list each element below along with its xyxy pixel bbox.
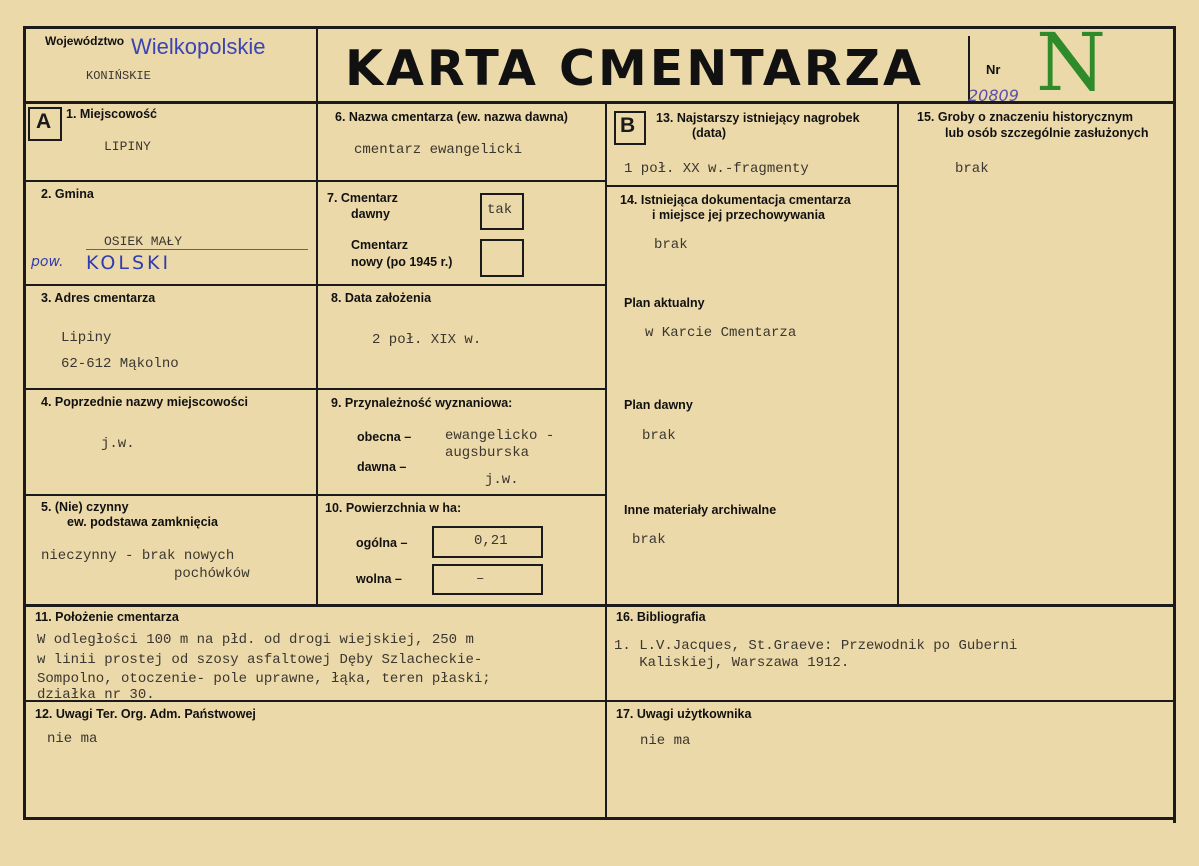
f4-value: j.w. (101, 436, 135, 452)
plan-dawny-label: Plan dawny (624, 398, 693, 412)
f9-obecna-1: ewangelicko - (445, 428, 555, 444)
f16-line-1: 1. L.V.Jacques, St.Graeve: Przewodnik po Guberni (614, 638, 1018, 654)
plan-aktualny-label: Plan aktualny (624, 296, 705, 310)
f2-hand: KOLSKI (86, 252, 172, 274)
f9-obecna-label: obecna – (357, 430, 412, 444)
f11-line-3: Sompolno, otoczenie- pole uprawne, łąka, teren płaski; (37, 671, 491, 687)
f12-label: 12. Uwagi Ter. Org. Adm. Państwowej (35, 707, 256, 721)
mid-row-3 (316, 388, 606, 390)
f14-label-2: i miejsce jej przechowywania (652, 208, 825, 222)
wojewodztwo-stamp: Wielkopolskie (131, 34, 266, 59)
f5-value-1: nieczynny - brak nowych (41, 548, 235, 564)
left-row-3 (23, 388, 317, 390)
f9-label: 9. Przynależność wyznaniowa: (331, 396, 513, 410)
col-divider-mid (605, 101, 607, 819)
f12-value: nie ma (47, 731, 98, 747)
f11-line-4: działka nr 30. (37, 688, 155, 700)
f15-label-2: lub osób szczególnie zasłużonych (945, 126, 1149, 140)
inne-value: brak (632, 532, 666, 548)
f9-dawna: j.w. (485, 472, 519, 488)
f8-label: 8. Data założenia (331, 291, 432, 305)
f17-label: 17. Uwagi użytkownika (616, 707, 752, 721)
left-row-2 (23, 284, 317, 286)
f5-value-2: pochówków (174, 566, 250, 582)
f9-dawna-label: dawna – (357, 460, 407, 474)
f13-label-2: (data) (692, 126, 727, 140)
f10-wolna-label: wolna – (356, 572, 402, 586)
f6-value: cmentarz ewangelicki (354, 142, 523, 158)
f1-value: LIPINY (104, 139, 151, 154)
f7-label-3: Cmentarz (351, 238, 408, 252)
frame-top (23, 26, 1176, 29)
f13-label-1: 13. Najstarszy istniejący nagrobek (656, 111, 860, 125)
inne-label: Inne materiały archiwalne (624, 503, 777, 517)
section-12-top (23, 700, 1173, 702)
plan-dawny-value: brak (642, 428, 676, 444)
f7-label-4: nowy (po 1945 r.) (351, 255, 453, 269)
f3-label: 3. Adres cmentarza (41, 291, 156, 305)
f6-label: 6. Nazwa cmentarza (ew. nazwa dawna) (335, 110, 568, 124)
f3-value-2: 62-612 Mąkolno (61, 356, 179, 372)
b-row-1 (605, 185, 898, 187)
f14-value: brak (654, 237, 688, 253)
mid-row-2 (316, 284, 606, 286)
f9-obecna-2: augsburska (445, 445, 530, 461)
f8-value: 2 poł. XIX w. (372, 332, 482, 348)
f16-line-2: Kaliskiej, Warszawa 1912. (614, 655, 850, 671)
f17-value: nie ma (640, 733, 691, 749)
f16-label: 16. Bibliografia (616, 610, 706, 624)
frame-right (1173, 26, 1176, 823)
f2-label: 2. Gmina (41, 187, 94, 201)
left-row-1 (23, 180, 317, 182)
f11-line-1: W odległości 100 m na płd. od drogi wiejskiej, 250 m (37, 632, 474, 648)
section-a-letter: A (36, 110, 52, 133)
f11-line-2: w linii prostej od szosy asfaltowej Dęby Szlacheckie- (37, 652, 483, 668)
f7-box-1: tak (487, 202, 513, 218)
f2-value: OSIEK MAŁY (104, 234, 183, 249)
f14-label-1: 14. Istniejąca dokumentacja cmentarza (620, 193, 851, 207)
left-row-4 (23, 494, 317, 496)
f5-label-2: ew. podstawa zamknięcia (67, 515, 218, 529)
plan-aktualny-value: w Karcie Cmentarza (645, 325, 797, 341)
f10-label: 10. Powierzchnia w ha: (325, 501, 462, 515)
header-vline-1 (316, 26, 318, 606)
section-11-top (23, 604, 1173, 607)
f15-value: brak (955, 161, 989, 177)
nr-label: Nr (986, 62, 1001, 77)
mid-row-4 (316, 494, 606, 496)
f10-ogolna: 0,21 (474, 533, 508, 549)
f1-label: 1. Miejscowość (66, 107, 158, 121)
frame-bottom (23, 817, 1176, 820)
f7-label-2: dawny (351, 207, 390, 221)
section-b-letter: B (620, 114, 636, 137)
f3-value-1: Lipiny (61, 330, 112, 346)
wojewodztwo-old: KONIŃSKIE (86, 69, 151, 83)
f10-wolna: – (476, 571, 485, 587)
f15-label-1: 15. Groby o znaczeniu historycznym (917, 110, 1134, 124)
card-title: KARTA CMENTARZA (345, 40, 924, 97)
f7-box-nowy (480, 239, 524, 277)
f5-label-1: 5. (Nie) czynny (41, 500, 129, 514)
col-divider-right (897, 101, 899, 606)
f2-pow: pow. (31, 254, 64, 270)
mid-row-1 (316, 180, 606, 182)
f4-label: 4. Poprzednie nazwy miejscowości (41, 395, 249, 409)
nr-number: 20809 (968, 86, 1019, 105)
f13-value: 1 poł. XX w.-fragmenty (624, 161, 809, 177)
f10-ogolna-label: ogólna – (356, 536, 408, 550)
nr-letter: N (1036, 16, 1106, 109)
f11-label: 11. Położenie cmentarza (35, 610, 179, 624)
f10-wolna-box (432, 564, 543, 595)
f7-label-1: 7. Cmentarz (327, 191, 398, 205)
wojewodztwo-label: Województwo (45, 34, 125, 48)
